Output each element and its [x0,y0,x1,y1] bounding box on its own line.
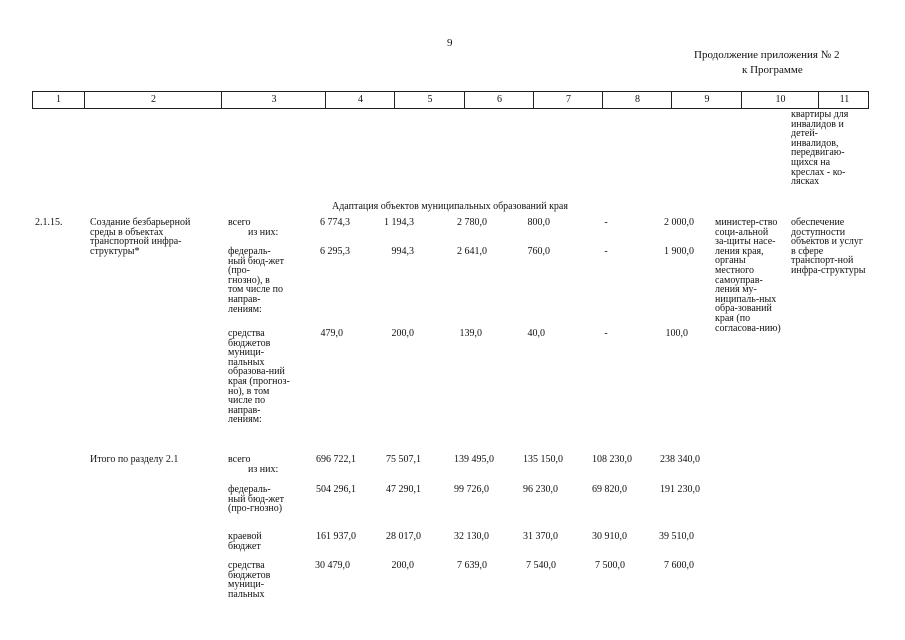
value-cell: 2 780,0 [457,217,487,228]
value-cell: 75 507,1 [386,454,421,465]
value-cell: - [604,246,608,257]
continuation-line-2: к Программе [742,64,803,76]
value-cell: 6 295,3 [320,246,350,257]
value-cell: 479,0 [320,328,343,339]
source-label: из них: [248,464,279,475]
section-total-label: Итого по разделу 2.1 [90,454,179,465]
value-cell: 32 130,0 [454,531,489,542]
carryover-col11-text: квартиры для инвалидов и детей-инвалидов, передвигаю-щихся на креслах - ко-лясках [791,109,849,188]
item-name: Создание безбарьерной среды в объектах транспортной инфра-структуры* [90,217,191,257]
value-cell: 100,0 [665,328,688,339]
page-number: 9 [447,37,453,49]
value-cell: 47 290,1 [386,484,421,495]
source-label: всего [228,454,251,465]
value-cell: 108 230,0 [592,454,632,465]
column-header: 2 [84,92,222,108]
column-header: 8 [602,92,672,108]
value-cell: 139,0 [459,328,482,339]
item-result: обеспечение доступности объектов и услуг в сфере транспорт-ной инфра-структуры [791,217,866,276]
value-cell: 7 600,0 [664,560,694,571]
value-cell: 30 910,0 [592,531,627,542]
value-cell: 994,3 [391,246,414,257]
source-label: федераль-ный бюд-жет (про-гнозно) [228,484,284,515]
value-cell: 696 722,1 [316,454,356,465]
continuation-line-1: Продолжение приложения № 2 [694,49,840,61]
value-cell: 200,0 [391,328,414,339]
column-header: 9 [671,92,742,108]
value-cell: 7 540,0 [526,560,556,571]
value-cell: 7 639,0 [457,560,487,571]
value-cell: 1 900,0 [664,246,694,257]
column-header: 7 [533,92,603,108]
value-cell: 135 150,0 [523,454,563,465]
column-header: 10 [741,92,819,108]
value-cell: 191 230,0 [660,484,700,495]
source-label: всего [228,217,251,228]
column-header: 6 [464,92,534,108]
column-header: 3 [221,92,326,108]
value-cell: 39 510,0 [659,531,694,542]
value-cell: 7 500,0 [595,560,625,571]
column-header: 5 [394,92,465,108]
value-cell: - [604,217,608,228]
value-cell: 99 726,0 [454,484,489,495]
value-cell: 30 479,0 [315,560,350,571]
value-cell: 6 774,3 [320,217,350,228]
value-cell: 1 194,3 [384,217,414,228]
section-heading: Адаптация объектов муниципальных образований края [332,201,568,212]
value-cell: 31 370,0 [523,531,558,542]
value-cell: 760,0 [527,246,550,257]
item-number: 2.1.15. [35,217,63,228]
source-label: из них: [248,227,279,238]
value-cell: 2 641,0 [457,246,487,257]
column-header-row [32,91,869,109]
value-cell: 28 017,0 [386,531,421,542]
item-executor: министер-ство соци-альной за-щиты насе-ления края, органы местного самоуправ-ления му-ниципаль-ных обра-зований края (по согласова-нию) [715,217,781,334]
value-cell: 96 230,0 [523,484,558,495]
value-cell: 69 820,0 [592,484,627,495]
source-label: краевой бюджет [228,531,262,552]
value-cell: 2 000,0 [664,217,694,228]
column-header: 1 [56,94,61,105]
column-header: 11 [818,92,870,108]
value-cell: - [604,328,608,339]
column-header: 4 [325,92,395,108]
value-cell: 161 937,0 [316,531,356,542]
source-label: средства бюджетов муници-пальных образова-ний края (прогноз-но), в том числе по направ-лениям: [228,328,290,426]
value-cell: 200,0 [391,560,414,571]
value-cell: 40,0 [527,328,545,339]
source-label: федераль-ный бюд-жет (про-гнозно), в том числе по направ-лениям: [228,246,284,315]
value-cell: 238 340,0 [660,454,700,465]
value-cell: 139 495,0 [454,454,494,465]
source-label: средства бюджетов муници-пальных [228,560,271,600]
value-cell: 800,0 [527,217,550,228]
value-cell: 504 296,1 [316,484,356,495]
